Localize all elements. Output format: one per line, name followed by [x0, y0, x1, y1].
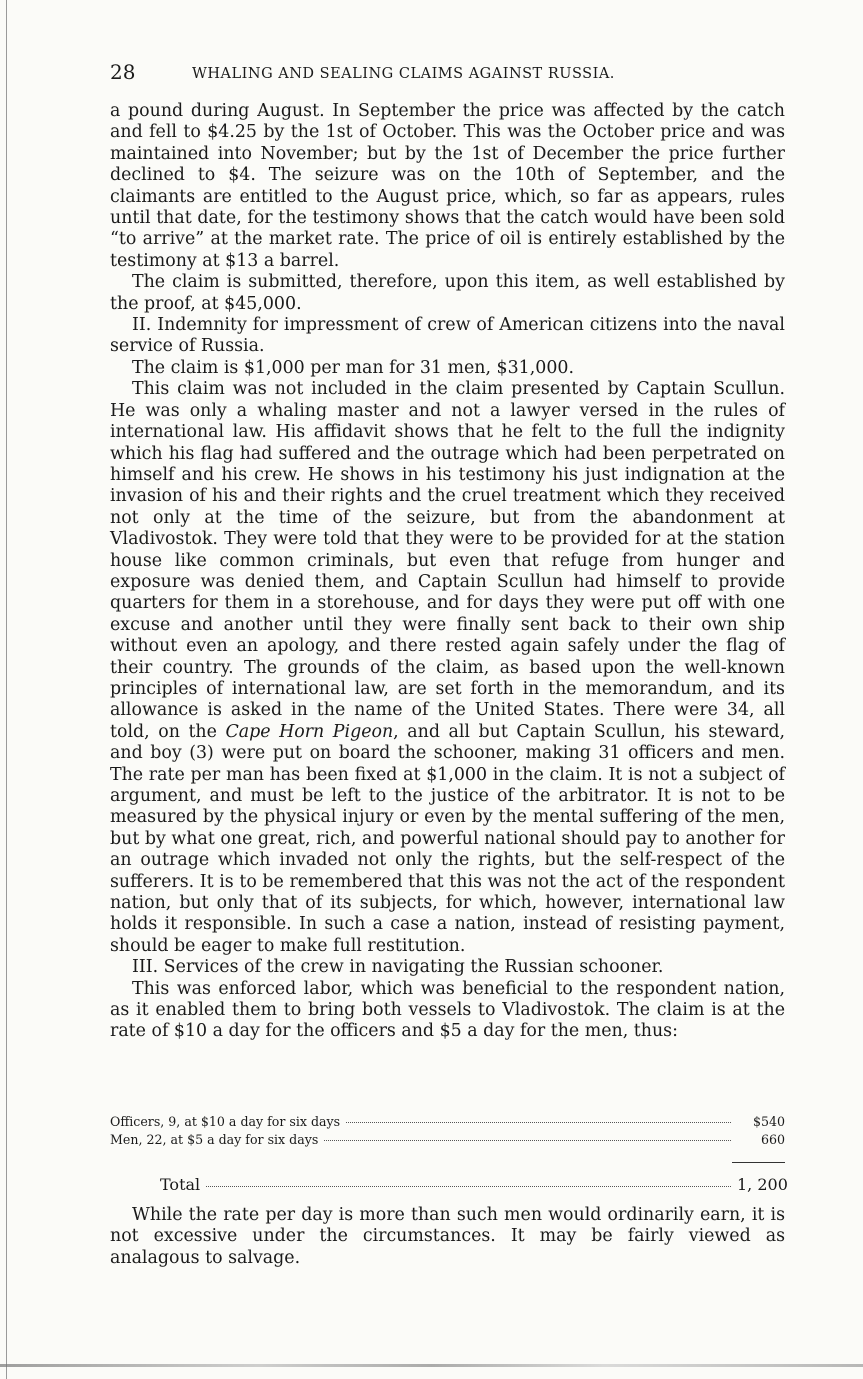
scan-edge	[0, 1364, 863, 1367]
running-title: WHALING AND SEALING CLAIMS AGAINST RUSSIA.	[192, 66, 615, 82]
paragraph: The claim is $1,000 per man for 31 men, $31,000.	[132, 357, 575, 378]
row-label: Officers, 9, at $10 a day for six days	[110, 1114, 341, 1129]
leader-dots	[324, 1140, 731, 1141]
total-amount: 1, 200	[737, 1175, 788, 1194]
total-rule	[732, 1162, 785, 1163]
paragraph: The claim is submitted, therefore, upon this item, as well established by the proof, at $45,000.	[110, 272, 785, 314]
page-margin-rule	[6, 0, 7, 1379]
ship-name: Cape Horn Pigeon	[225, 721, 394, 742]
section-heading-iii: III. Services of the crew in navigating the Russian schooner.	[132, 957, 664, 978]
table-row	[110, 1114, 785, 1132]
leader-dots	[206, 1186, 731, 1187]
paragraph	[110, 379, 785, 957]
row-amount: 660	[760, 1132, 785, 1147]
row-amount: $540	[752, 1114, 785, 1129]
closing-paragraph	[110, 1205, 785, 1269]
leader-dots	[346, 1122, 731, 1123]
page-number: 28	[110, 60, 136, 84]
total-label: Total	[160, 1175, 201, 1194]
table-total-row	[160, 1175, 788, 1194]
row-label: Men, 22, at $5 a day for six days	[110, 1132, 319, 1147]
wages-table	[110, 1114, 785, 1150]
body-text	[110, 101, 785, 1043]
paragraph: This was enforced labor, which was beneficial to the respondent nation, as it enabled them to bring both vessels to Vladivostok. The claim is at the rate of $10 a day for the officers and $5 a day for the men, thus:	[110, 978, 785, 1042]
paragraph: While the rate per day is more than such men would ordinarily earn, it is not excessive under the circumstances. It may be fairly viewed as analagous to salvage.	[110, 1205, 785, 1268]
table-row	[110, 1132, 785, 1150]
section-heading-ii: II. Indemnity for impressment of crew of American citizens into the naval service of Russia.	[110, 315, 785, 357]
paragraph-text: This claim was not included in the claim presented by Captain Scullun. He was only a whaling master and not a lawyer versed in the rules of international law. His affidavit shows that he felt to the full the indignity which his flag had suffered and the outrage which had been perpetrated on himself and his crew. He shows in his testimony his just indignation at the invasion of his and their rights and the cruel treatment which they received not only at the time of the seizure, but from the abandonment at Vladivostok. They were told that they were to be provided for at the station house like common criminals, but even that refuge from hunger and exposure was denied them, and Captain Scullun had himself to provide quarters for them in a storehouse, and for days they were put off with one excuse and another until they were finally sent back to their own ship without even an apology, and there rested again safely under the flag of their country. The grounds of the claim, as based upon the well-known principles of international law, are set forth in the memorandum, and its allowance is asked in the name of the United States. There were 34, all told, on the	[110, 379, 785, 742]
paragraph: a pound during August. In September the price was affected by the catch and fell to $4.25 by the 1st of October. This was the October price and was maintained into November; but by the 1st of December the price further declined to $4. The seizure was on the 10th of September, and the claimants are entitled to the August price, which, so far as appears, rules until that date, for the testimony shows that the catch would have been sold “to arrive” at the market rate. The price of oil is entirely established by the testimony at $13 a barrel.	[110, 101, 785, 271]
paragraph-text: , and all but Captain Scullun, his steward, and boy (3) were put on board the schooner, making 31 officers and men. The rate per man has been fixed at $1,000 in the claim. It is not a subject of argument, and must be left to the justice of the arbitrator. It is not to be measured by the physical injury or even by the mental suffering of the men, but by what one great, rich, and powerful national should pay to another for an outrage which invaded not only the rights, but the self-respect of the sufferers. It is to be remembered that this was not the act of the respondent nation, but only that of its subjects, for which, however, international law holds it responsible. In such a case a nation, instead of resisting payment, should be eager to make full restitution.	[110, 721, 785, 956]
page-header	[110, 60, 785, 90]
